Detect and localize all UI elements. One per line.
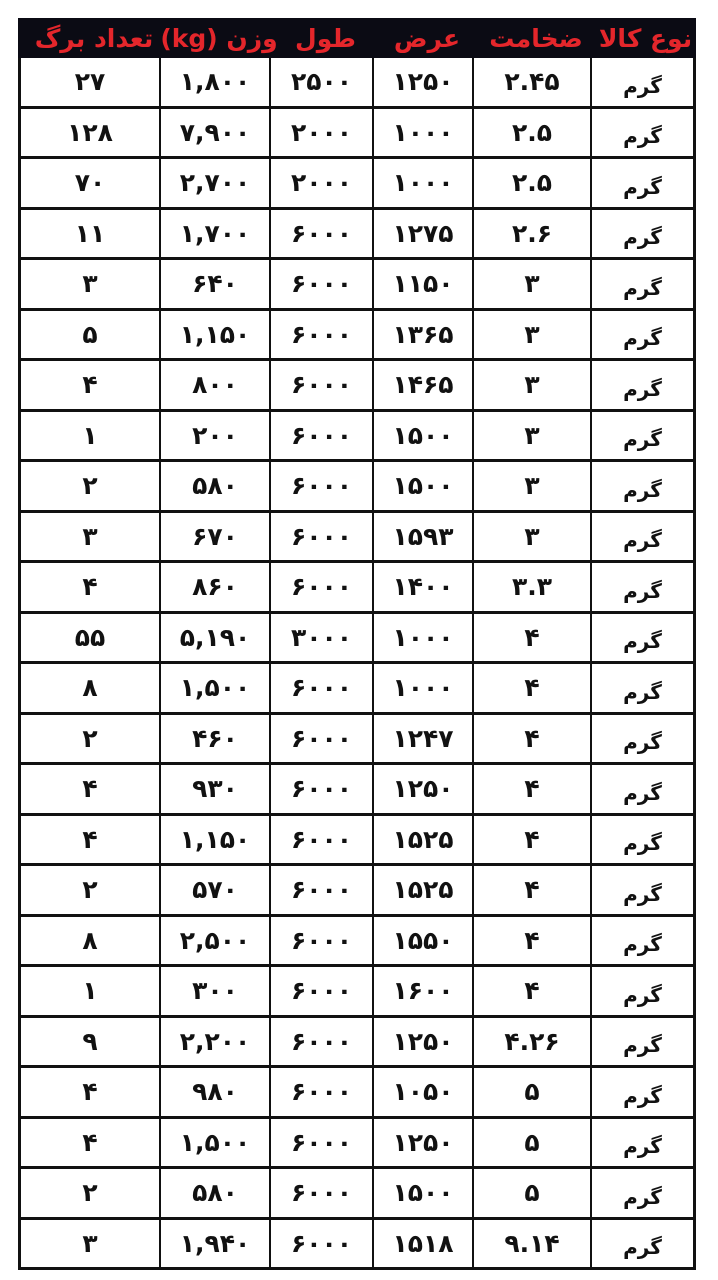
cell-weight: ۵,۱۹۰ <box>161 614 271 662</box>
cell-width: ۱۲۵۰ <box>374 58 474 106</box>
table-row <box>21 1220 693 1271</box>
cell-length: ۶۰۰۰ <box>271 765 374 813</box>
cell-weight: ۵۸۰ <box>161 1169 271 1217</box>
cell-sheet-count: ۸ <box>21 664 161 712</box>
cell-weight: ۱,۸۰۰ <box>161 58 271 106</box>
cell-length: ۶۰۰۰ <box>271 1220 374 1268</box>
cell-thickness: ۹.۱۴ <box>474 1220 592 1268</box>
cell-sheet-count: ۳ <box>21 260 161 308</box>
cell-thickness: ۳ <box>474 260 592 308</box>
cell-weight: ۱,۱۵۰ <box>161 311 271 359</box>
cell-sheet-count: ۴ <box>21 816 161 864</box>
cell-item-type: گرم <box>623 1235 662 1260</box>
cell-sheet-count: ۳ <box>21 513 161 561</box>
cell-width: ۱۰۰۰ <box>374 159 474 207</box>
cell-thickness: ۳.۳ <box>474 563 592 611</box>
cell-weight: ۷,۹۰۰ <box>161 109 271 157</box>
cell-length: ۶۰۰۰ <box>271 210 374 258</box>
cell-thickness: ۴ <box>474 614 592 662</box>
cell-thickness: ۵ <box>474 1169 592 1217</box>
table-row <box>21 210 693 261</box>
cell-thickness: ۴.۲۶ <box>474 1018 592 1066</box>
table-row <box>21 159 693 210</box>
cell-weight: ۲,۲۰۰ <box>161 1018 271 1066</box>
cell-sheet-count: ۱ <box>21 967 161 1015</box>
cell-item-type: گرم <box>623 225 662 250</box>
header-col-item-type: نوع کالا <box>598 23 693 53</box>
cell-width: ۱۲۵۰ <box>374 1119 474 1167</box>
cell-sheet-count: ۵ <box>21 311 161 359</box>
cell-width: ۱۵۹۳ <box>374 513 474 561</box>
cell-weight: ۱,۵۰۰ <box>161 1119 271 1167</box>
cell-width: ۱۰۰۰ <box>374 664 474 712</box>
cell-item-type: گرم <box>623 932 662 957</box>
cell-item-type: گرم <box>623 982 662 1007</box>
cell-item-type: گرم <box>623 831 662 856</box>
table-row <box>21 311 693 362</box>
cell-width: ۱۵۲۵ <box>374 816 474 864</box>
cell-thickness: ۴ <box>474 967 592 1015</box>
cell-weight: ۸۰۰ <box>161 361 271 409</box>
cell-item-type: گرم <box>623 730 662 755</box>
cell-weight: ۵۸۰ <box>161 462 271 510</box>
table-row <box>21 260 693 311</box>
cell-weight: ۹۸۰ <box>161 1068 271 1116</box>
cell-weight: ۸۶۰ <box>161 563 271 611</box>
cell-weight: ۲۰۰ <box>161 412 271 460</box>
cell-length: ۶۰۰۰ <box>271 1068 374 1116</box>
cell-thickness: ۳ <box>474 311 592 359</box>
table-row <box>21 765 693 816</box>
cell-thickness: ۴ <box>474 715 592 763</box>
cell-item-type: گرم <box>623 326 662 351</box>
cell-sheet-count: ۷۰ <box>21 159 161 207</box>
table-row <box>21 58 693 109</box>
table-row <box>21 109 693 160</box>
cell-length: ۶۰۰۰ <box>271 563 374 611</box>
cell-weight: ۲,۵۰۰ <box>161 917 271 965</box>
table-row <box>21 513 693 564</box>
cell-length: ۶۰۰۰ <box>271 260 374 308</box>
cell-width: ۱۶۰۰ <box>374 967 474 1015</box>
cell-weight: ۱,۹۴۰ <box>161 1220 271 1268</box>
cell-sheet-count: ۱۲۸ <box>21 109 161 157</box>
cell-thickness: ۴ <box>474 917 592 965</box>
cell-length: ۶۰۰۰ <box>271 866 374 914</box>
cell-thickness: ۴ <box>474 765 592 813</box>
table-row <box>21 412 693 463</box>
cell-width: ۱۵۰۰ <box>374 462 474 510</box>
cell-item-type: گرم <box>623 578 662 603</box>
cell-length: ۶۰۰۰ <box>271 462 374 510</box>
cell-width: ۱۴۶۵ <box>374 361 474 409</box>
table-row <box>21 1018 693 1069</box>
cell-item-type: گرم <box>623 73 662 98</box>
cell-sheet-count: ۱۱ <box>21 210 161 258</box>
cell-length: ۶۰۰۰ <box>271 816 374 864</box>
cell-item-type: گرم <box>623 1083 662 1108</box>
cell-length: ۶۰۰۰ <box>271 412 374 460</box>
cell-weight: ۶۷۰ <box>161 513 271 561</box>
table-row <box>21 1119 693 1170</box>
table-row <box>21 1068 693 1119</box>
table-row <box>21 816 693 867</box>
table-row <box>21 462 693 513</box>
cell-width: ۱۵۲۵ <box>374 866 474 914</box>
cell-item-type: گرم <box>623 780 662 805</box>
cell-item-type: گرم <box>623 376 662 401</box>
cell-weight: ۶۴۰ <box>161 260 271 308</box>
cell-length: ۶۰۰۰ <box>271 664 374 712</box>
cell-width: ۱۵۰۰ <box>374 412 474 460</box>
table-row <box>21 563 693 614</box>
cell-thickness: ۲.۴۵ <box>474 58 592 106</box>
cell-width: ۱۳۶۵ <box>374 311 474 359</box>
cell-width: ۱۰۰۰ <box>374 109 474 157</box>
cell-sheet-count: ۵۵ <box>21 614 161 662</box>
cell-item-type: گرم <box>623 427 662 452</box>
table-body <box>18 58 696 1270</box>
cell-width: ۱۵۵۰ <box>374 917 474 965</box>
cell-weight: ۱,۵۰۰ <box>161 664 271 712</box>
cell-item-type: گرم <box>623 881 662 906</box>
cell-thickness: ۳ <box>474 462 592 510</box>
cell-sheet-count: ۱ <box>21 412 161 460</box>
cell-item-type: گرم <box>623 174 662 199</box>
cell-item-type: گرم <box>623 528 662 553</box>
cell-sheet-count: ۴ <box>21 1068 161 1116</box>
header-col-sheet-count: تعداد برگ <box>34 23 154 53</box>
cell-thickness: ۲.۵ <box>474 109 592 157</box>
cell-thickness: ۴ <box>474 866 592 914</box>
table-row <box>21 1169 693 1220</box>
table-row <box>21 715 693 766</box>
cell-item-type: گرم <box>623 124 662 149</box>
header-col-thickness: ضخامت <box>489 23 583 53</box>
cell-length: ۶۰۰۰ <box>271 311 374 359</box>
table-row <box>21 664 693 715</box>
cell-width: ۱۴۰۰ <box>374 563 474 611</box>
header-col-width: عرض <box>393 23 461 53</box>
cell-weight: ۹۳۰ <box>161 765 271 813</box>
cell-sheet-count: ۲۷ <box>21 58 161 106</box>
cell-length: ۶۰۰۰ <box>271 513 374 561</box>
cell-item-type: گرم <box>623 629 662 654</box>
table-row <box>21 967 693 1018</box>
cell-sheet-count: ۲ <box>21 866 161 914</box>
cell-length: ۲۰۰۰ <box>271 159 374 207</box>
cell-width: ۱۲۴۷ <box>374 715 474 763</box>
cell-weight: ۵۷۰ <box>161 866 271 914</box>
cell-width: ۱۲۷۵ <box>374 210 474 258</box>
cell-sheet-count: ۴ <box>21 563 161 611</box>
cell-length: ۶۰۰۰ <box>271 715 374 763</box>
cell-thickness: ۴ <box>474 664 592 712</box>
cell-weight: ۱,۱۵۰ <box>161 816 271 864</box>
cell-sheet-count: ۴ <box>21 361 161 409</box>
cell-width: ۱۵۱۸ <box>374 1220 474 1268</box>
cell-weight: ۴۶۰ <box>161 715 271 763</box>
cell-width: ۱۰۵۰ <box>374 1068 474 1116</box>
table-row <box>21 614 693 665</box>
cell-length: ۳۰۰۰ <box>271 614 374 662</box>
cell-sheet-count: ۸ <box>21 917 161 965</box>
cell-width: ۱۰۰۰ <box>374 614 474 662</box>
cell-item-type: گرم <box>623 1184 662 1209</box>
cell-width: ۱۲۵۰ <box>374 765 474 813</box>
cell-item-type: گرم <box>623 679 662 704</box>
cell-length: ۶۰۰۰ <box>271 1119 374 1167</box>
cell-thickness: ۲.۶ <box>474 210 592 258</box>
cell-item-type: گرم <box>623 1134 662 1159</box>
table-row <box>21 866 693 917</box>
cell-length: ۲۵۰۰ <box>271 58 374 106</box>
cell-thickness: ۵ <box>474 1068 592 1116</box>
cell-width: ۱۲۵۰ <box>374 1018 474 1066</box>
cell-thickness: ۴ <box>474 816 592 864</box>
cell-sheet-count: ۲ <box>21 715 161 763</box>
cell-thickness: ۳ <box>474 412 592 460</box>
cell-weight: ۳۰۰ <box>161 967 271 1015</box>
cell-length: ۶۰۰۰ <box>271 917 374 965</box>
cell-sheet-count: ۳ <box>21 1220 161 1268</box>
cell-weight: ۱,۷۰۰ <box>161 210 271 258</box>
cell-item-type: گرم <box>623 477 662 502</box>
cell-sheet-count: ۲ <box>21 1169 161 1217</box>
cell-length: ۶۰۰۰ <box>271 1169 374 1217</box>
header-col-length: طول <box>295 23 356 53</box>
cell-sheet-count: ۹ <box>21 1018 161 1066</box>
cell-width: ۱۱۵۰ <box>374 260 474 308</box>
cell-length: ۶۰۰۰ <box>271 361 374 409</box>
inventory-table <box>18 18 696 1272</box>
cell-thickness: ۳ <box>474 513 592 561</box>
cell-thickness: ۵ <box>474 1119 592 1167</box>
cell-item-type: گرم <box>623 275 662 300</box>
cell-thickness: ۳ <box>474 361 592 409</box>
table-row <box>21 917 693 968</box>
table-header <box>18 18 696 58</box>
cell-sheet-count: ۴ <box>21 765 161 813</box>
cell-weight: ۲,۷۰۰ <box>161 159 271 207</box>
cell-sheet-count: ۲ <box>21 462 161 510</box>
cell-length: ۶۰۰۰ <box>271 1018 374 1066</box>
cell-width: ۱۵۰۰ <box>374 1169 474 1217</box>
cell-item-type: گرم <box>623 1033 662 1058</box>
cell-length: ۲۰۰۰ <box>271 109 374 157</box>
cell-length: ۶۰۰۰ <box>271 967 374 1015</box>
header-col-weight: وزن (kg) <box>160 23 278 53</box>
table-row <box>21 361 693 412</box>
cell-thickness: ۲.۵ <box>474 159 592 207</box>
cell-sheet-count: ۴ <box>21 1119 161 1167</box>
